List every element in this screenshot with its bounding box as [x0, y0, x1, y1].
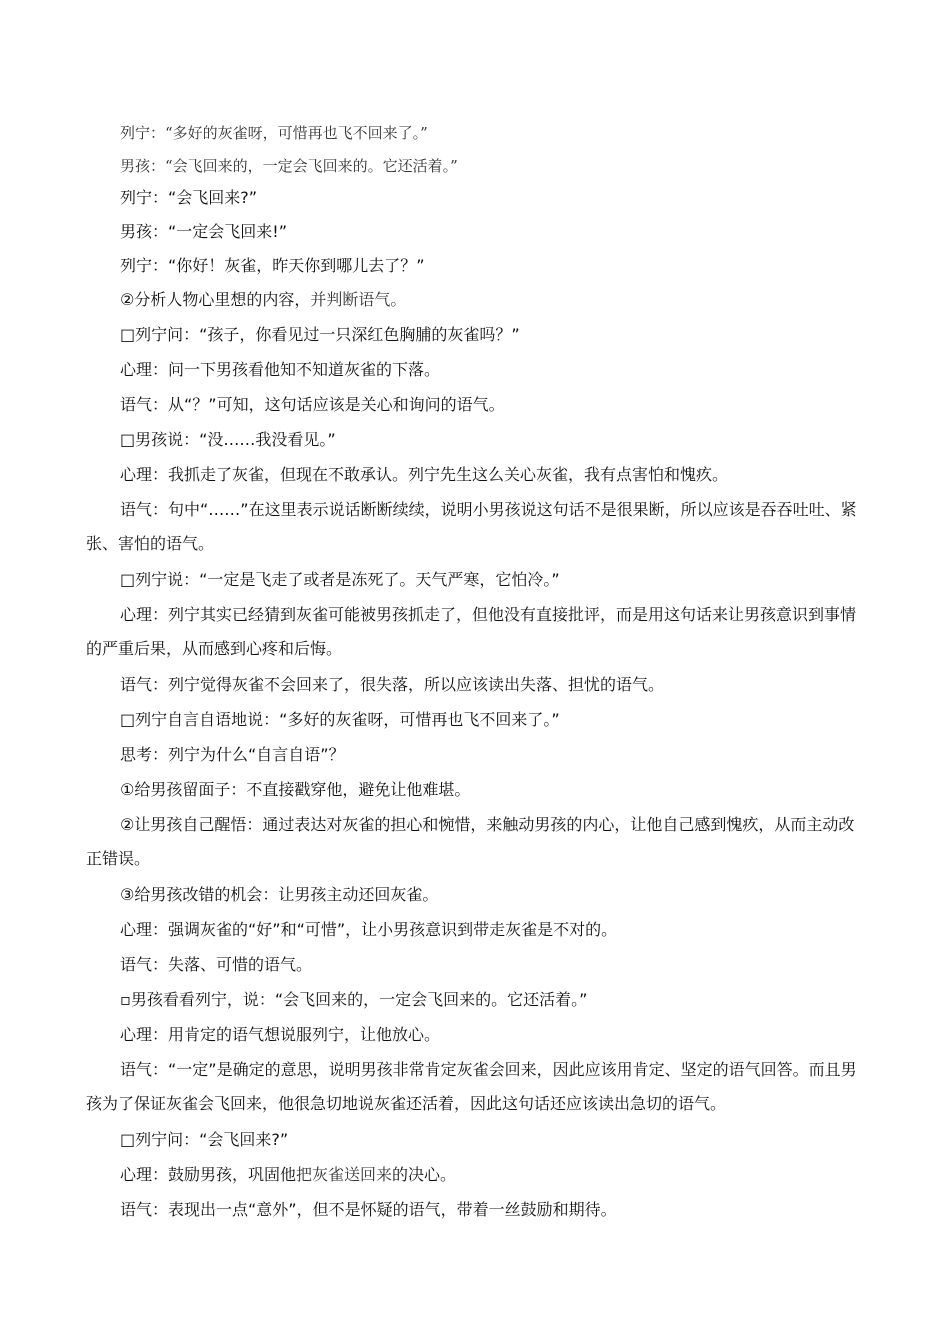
analysis-mind-3: 心理：列宁其实已经猜到灰雀可能被男孩抓走了，但他没有直接批评，而是用这句话来让男孩意识到事情的严重后果，从而感到心疼和后悔。 [86, 605, 857, 658]
dialogue-line-boy-2: 男孩：“一定会飞回来!” [120, 222, 287, 241]
dialogue-line-boy-1: 男孩：“会飞回来的，一定会飞回来的。它还活着。” [120, 157, 458, 175]
analysis-mind-2: 心理：我抓走了灰雀，但现在不敢承认。列宁先生这么关心灰雀，我有点害怕和愧疚。 [120, 465, 729, 484]
analysis-reason-2: ②让男孩自己醒悟：通过表达对灰雀的担心和惋惜，来触动男孩的内心，让他自己感到愧疚，从而主动改正错误。 [86, 815, 855, 868]
analysis-tone-5: 语气：“一定”是确定的意思，说明男孩非常肯定灰雀会回来，因此应该用肯定、坚定的语气回答。而且男孩为了保证灰雀会飞回来，他很急切地说灰雀还活着，因此这句话还应该读出急切的语气。 [86, 1060, 857, 1113]
analysis-tone-2: 语气：句中“……”在这里表示说话断断续续，说明小男孩说这句话不是很果断，所以应该是吞吞吐吐、紧张、害怕的语气。 [86, 500, 857, 553]
analysis-reason-3: ③给男孩改错的机会：让男孩主动还回灰雀。 [120, 885, 439, 904]
analysis-mind-6 [86, 1158, 866, 1192]
analysis-lenin-statement: □列宁说：“一定是飞走了或者是冻死了。天气严寒，它怕冷。” [120, 570, 560, 589]
analysis-reason-1: ①给男孩留面子：不直接戳穿他，避免让他难堪。 [120, 780, 471, 799]
analysis-thinking-question: 思考：列宁为什么“自言自语”？ [120, 745, 345, 764]
analysis-lenin-question-2: □列宁问：“会飞回来?” [120, 1130, 289, 1149]
analysis-mind-6-part-b: 把灰雀送回来 [296, 1165, 393, 1184]
section-instruction-main: ②分析人物心里想的内容， [120, 290, 311, 309]
analysis-mind-4: 心理：强调灰雀的“好”和“可惜”，让小男孩意识到带走灰雀是不对的。 [120, 920, 618, 939]
analysis-boy-looks: ▫男孩看看列宁，说：“会飞回来的，一定会飞回来的。它还活着。” [120, 990, 588, 1009]
analysis-tone-3: 语气：列宁觉得灰雀不会回来了，很失落，所以应该读出失落、担忧的语气。 [120, 675, 665, 694]
analysis-lenin-monologue: □列宁自言自语地说：“多好的灰雀呀，可惜再也飞不回来了。” [120, 710, 560, 729]
analysis-tone-6: 语气：表现出一点“意外”，但不是怀疑的语气，带着一丝鼓励和期待。 [120, 1200, 617, 1219]
section-instruction [86, 283, 866, 317]
dialogue-line-lenin-2: 列宁：“会飞回来?” [120, 188, 258, 207]
analysis-mind-6-part-c: 的决心。 [392, 1165, 457, 1184]
dialogue-line-lenin-3: 列宁：“你好！灰雀，昨天你到哪儿去了？” [120, 256, 425, 275]
analysis-lenin-question: □列宁问：“孩子，你看见过一只深红色胸脯的灰雀吗？” [120, 325, 520, 344]
dialogue-line-lenin-1: 列宁：“多好的灰雀呀，可惜再也飞不回来了。” [120, 124, 428, 142]
analysis-mind-6-part-a: 心理：鼓励男孩，巩固他 [120, 1165, 297, 1184]
section-instruction-tail: 并判断语气。 [310, 290, 407, 309]
analysis-mind-5: 心理：用肯定的语气想说服列宁，让他放心。 [120, 1025, 441, 1044]
analysis-mind-1: 心理：问一下男孩看他知不知道灰雀的下落。 [120, 360, 441, 379]
analysis-tone-1: 语气：从“？”可知，这句话应该是关心和询问的语气。 [120, 395, 505, 414]
analysis-boy-reply: □男孩说：“没……我没看见。” [120, 430, 336, 449]
analysis-tone-4: 语气：失落、可惜的语气。 [120, 955, 313, 974]
